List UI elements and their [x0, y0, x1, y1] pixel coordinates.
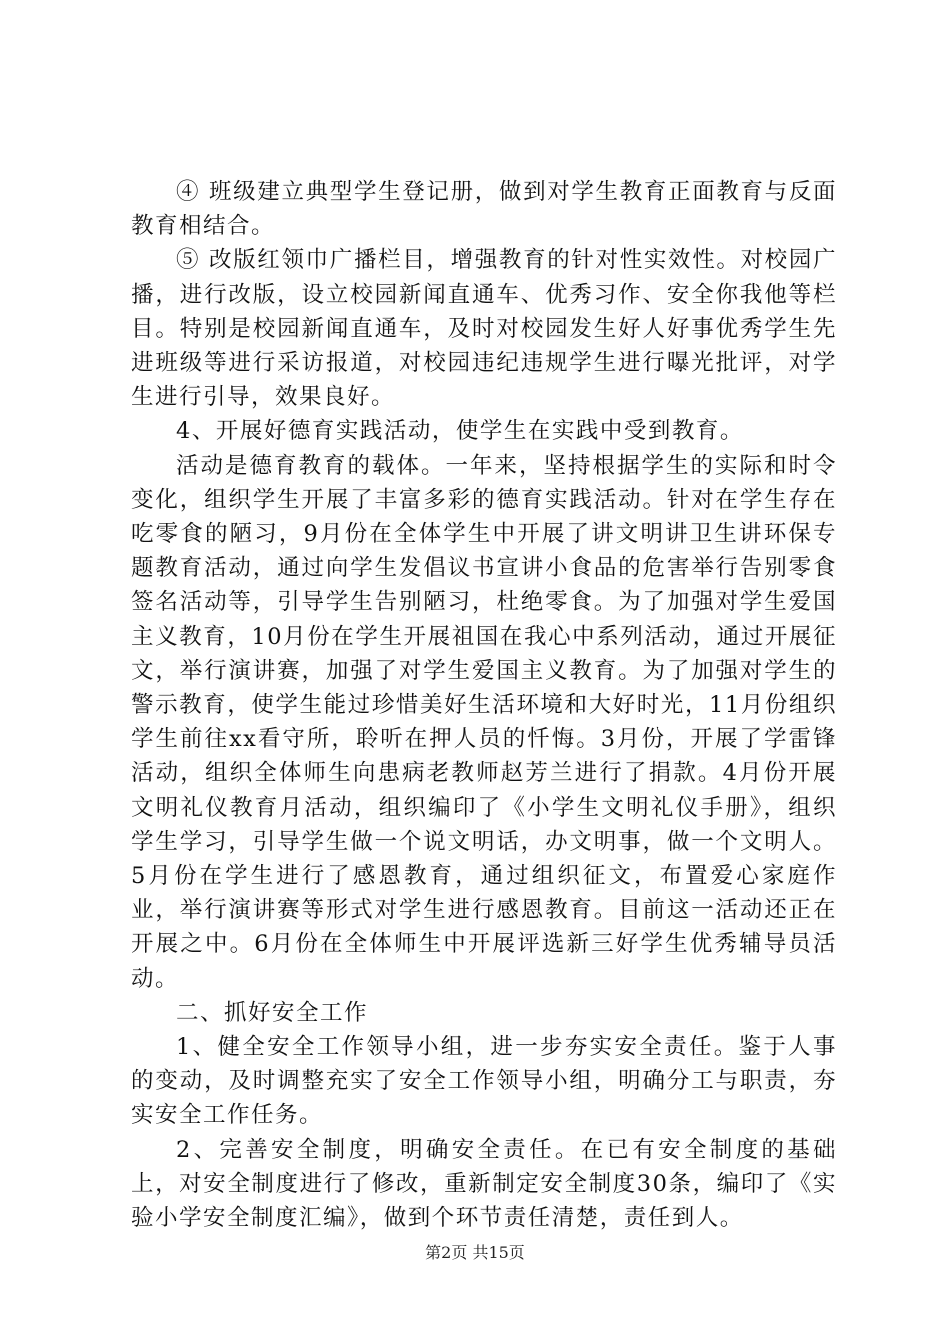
document-body — [131, 175, 837, 1235]
paragraph-safety-group: 1、健全安全工作领导小组，进一步夯实安全责任。鉴于人事的变动，及时调整充实了安全工作领导小组，明确分工与职责，夯实安全工作任务。 — [131, 1034, 837, 1129]
paragraph-safety-rules: 2、完善安全制度，明确安全责任。在已有安全制度的基础上，对安全制度进行了修改，重新制定安全制度30条，编印了《实验小学安全制度汇编》，做到个环节责任清楚，责任到人。 — [131, 1136, 837, 1232]
section-heading-safety: 二、抓好安全工作 — [176, 999, 369, 1026]
paragraph-practice-heading: 4、开展好德育实践活动，使学生在实践中受到教育。 — [176, 418, 744, 445]
paragraph-activities: 活动是德育教育的载体。一年来，坚持根据学生的实际和时令变化，组织学生开展了丰富多彩的德育实践活动。针对在学生存在吃零食的陋习，9月份在全体学生中开展了讲文明讲卫生讲环保专题教育活动，通过向学生发倡议书宣讲小食品的危害举行告别零食签名活动等，引导学生告别陋习，杜绝零食。为了加强对学生爱国主义教育，10月份在学生开展祖国在我心中系列活动，通过开展征文，举行演讲赛，加强了对学生爱国主义教育。为了加强对学生的警示教育，使学生能过珍惜美好生活环境和大好时光，11月份组织学生前往xx看守所，聆听在押人员的忏悔。3月份，开展了学雷锋活动，组织全体师生向患病老教师赵芳兰进行了捐款。4月份开展文明礼仪教育月活动，组织编印了《小学生文明礼仪手册》，组织学生学习，引导学生做一个说文明话，办文明事，做一个文明人。5月份在学生进行了感恩教育，通过组织征文，布置爱心家庭作业，举行演讲赛等形式对学生进行感恩教育。目前这一活动还正在开展之中。6月份在全体师生中开展评选新三好学生优秀辅导员活动。 — [131, 452, 837, 992]
paragraph-broadcast: ⑤ 改版红领巾广播栏目，增强教育的针对性实效性。对校园广播，进行改版，设立校园新闻直通车、优秀习作、安全你我他等栏目。特别是校园新闻直通车，及时对校园发生好人好事优秀学生先进班级等进行采访报道，对校园违纪违规学生进行曝光批评，对学生进行引导，效果良好。 — [131, 247, 837, 411]
paragraph-register: ④ 班级建立典型学生登记册，做到对学生教育正面教育与反面教育相结合。 — [131, 179, 837, 240]
page-number-footer: 第2页 共15页 — [425, 1243, 525, 1262]
